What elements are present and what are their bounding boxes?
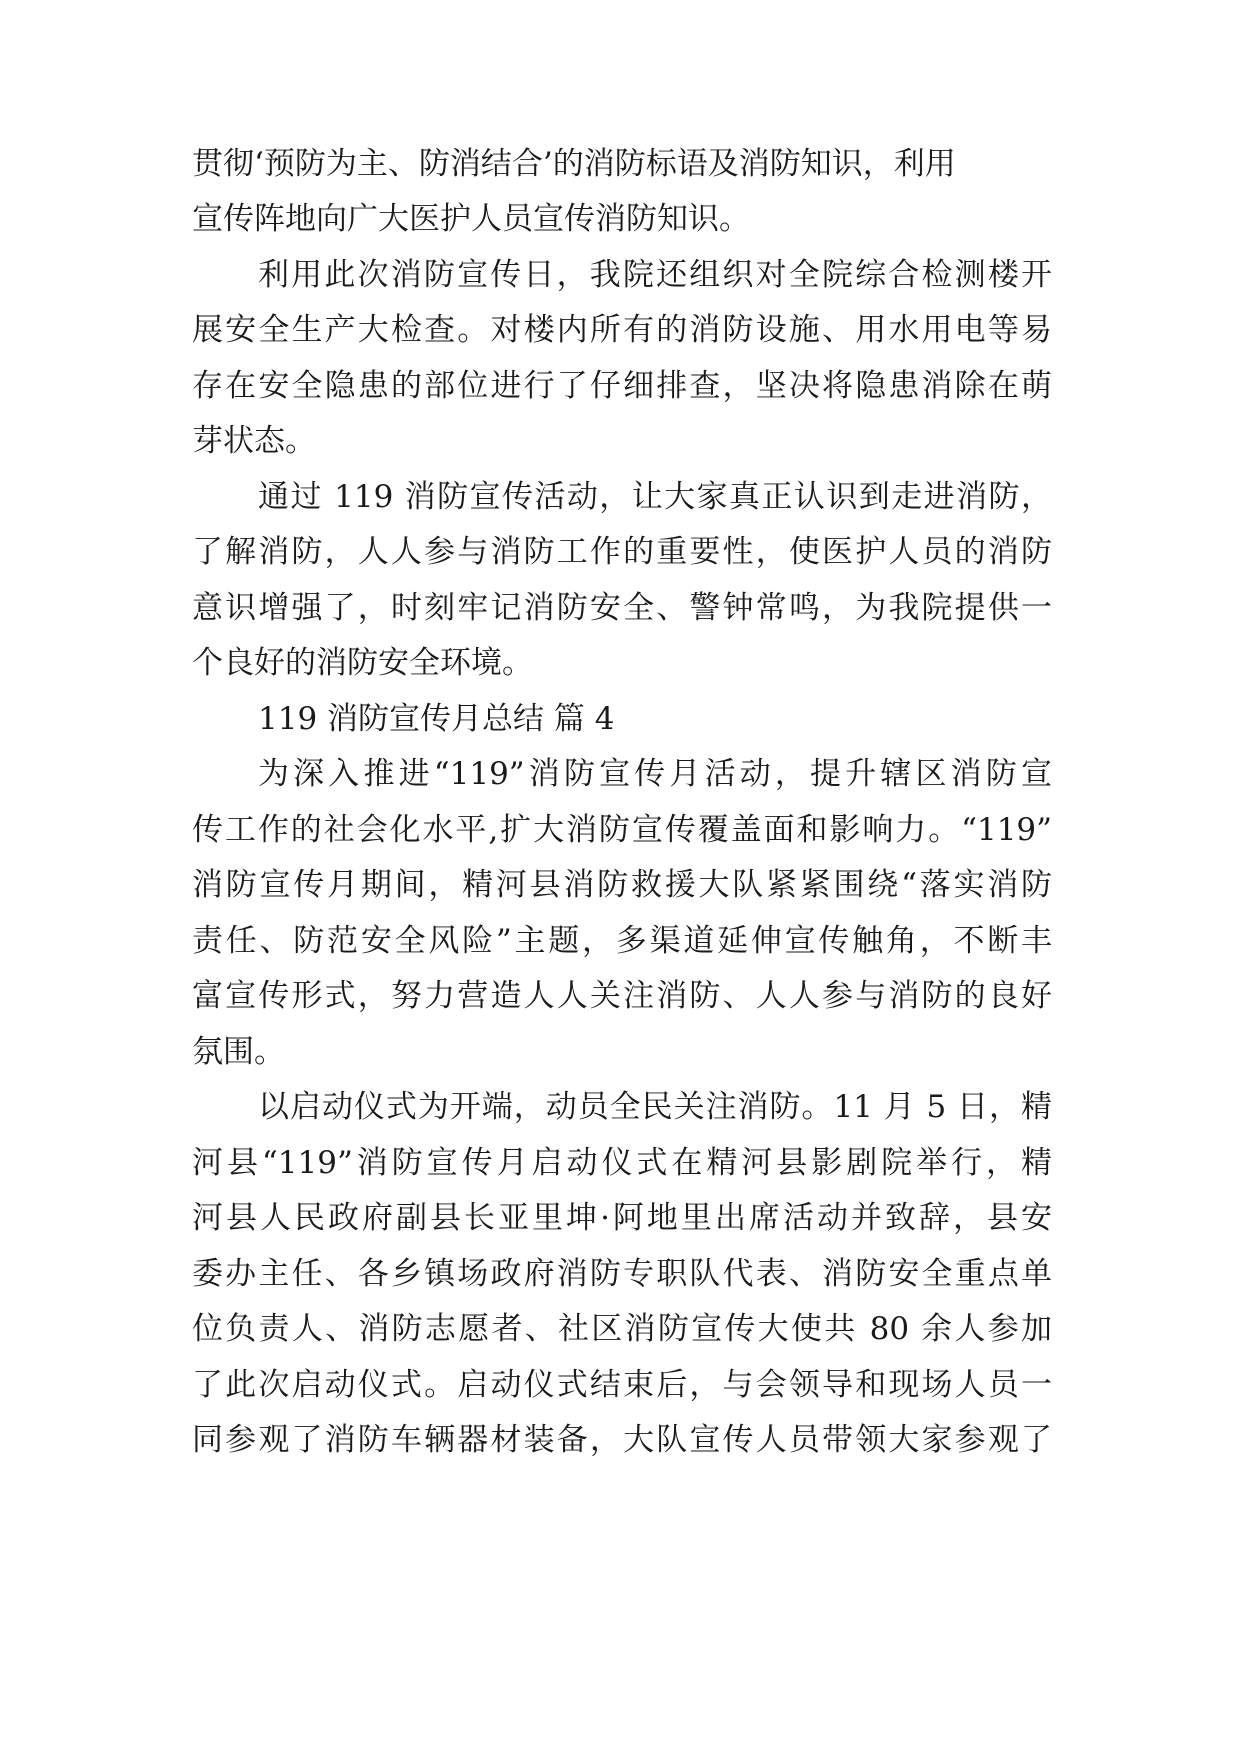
text-line: 河县“119”消防宣传月启动仪式在精河县影剧院举行，精 <box>192 1145 1052 1181</box>
text-line: 传工作的社会化水平,扩大消防宣传覆盖面和影响力。“119” <box>192 812 1052 848</box>
text-line: 位负责人、消防志愿者、社区消防宣传大使共 80 余人参加 <box>192 1311 1052 1347</box>
text-line: 通过 119 消防宣传活动，让大家真正认识到走进消防， <box>258 479 1052 515</box>
text-line: 芽状态。 <box>192 423 316 459</box>
text-line: 富宣传形式，努力营造人人关注消防、人人参与消防的良好 <box>192 978 1052 1014</box>
text-line: 以启动仪式为开端，动员全民关注消防。11 月 5 日，精 <box>258 1089 1052 1125</box>
text-line: 了解消防，人人参与消防工作的重要性，使医护人员的消防 <box>192 534 1052 570</box>
text-line: 为深入推进“119”消防宣传月活动，提升辖区消防宣 <box>258 756 1052 792</box>
text-line: 宣传阵地向广大医护人员宣传消防知识。 <box>192 201 750 237</box>
text-line: 利用此次消防宣传日，我院还组织对全院综合检测楼开 <box>258 257 1052 293</box>
text-line: 展安全生产大检查。对楼内所有的消防设施、用水用电等易 <box>192 312 1052 348</box>
text-line: 存在安全隐患的部位进行了仔细排查，坚决将隐患消除在萌 <box>192 368 1052 404</box>
text-line: 委办主任、各乡镇场政府消防专职队代表、消防安全重点单 <box>192 1256 1052 1292</box>
text-line: 个良好的消防安全环境。 <box>192 645 533 681</box>
section-heading: 119 消防宣传月总结 篇 4 <box>258 701 615 737</box>
text-line: 意识增强了，时刻牢记消防安全、警钟常鸣，为我院提供一 <box>192 590 1052 626</box>
text-line: 河县人民政府副县长亚里坤·阿地里出席活动并致辞，县安 <box>192 1200 1052 1236</box>
text-line: 氛围。 <box>192 1034 285 1070</box>
text-line: 了此次启动仪式。启动仪式结束后，与会领导和现场人员一 <box>192 1367 1052 1403</box>
text-line: 责任、防范安全风险”主题，多渠道延伸宣传触角，不断丰 <box>192 923 1052 959</box>
text-line: 消防宣传月期间，精河县消防救援大队紧紧围绕“落实消防 <box>192 867 1052 903</box>
text-line: 同参观了消防车辆器材装备，大队宣传人员带领大家参观了 <box>192 1422 1052 1458</box>
text-line: 贯彻‘预防为主、防消结合’的消防标语及消防知识，利用 <box>192 146 956 182</box>
